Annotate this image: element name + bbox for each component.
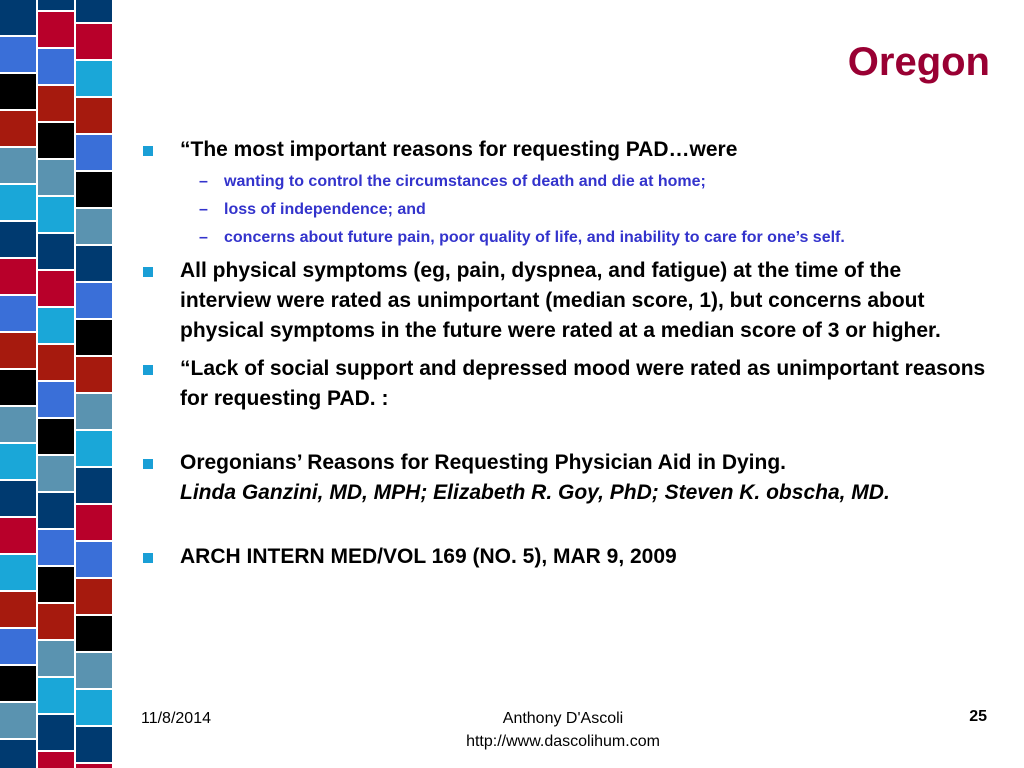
stripe-block <box>0 481 36 516</box>
stripe-block <box>38 271 74 306</box>
square-bullet-icon <box>143 365 153 375</box>
stripe-block <box>38 530 74 565</box>
stripe-block <box>38 123 74 158</box>
sub-bullet <box>180 169 990 194</box>
slide-title: Oregon <box>847 40 990 84</box>
square-bullet-icon <box>143 553 153 563</box>
sub-bullet <box>180 225 990 250</box>
stripe-block <box>38 160 74 195</box>
bullet-citation-article <box>140 448 990 508</box>
stripe-block <box>0 370 36 405</box>
stripe-block <box>38 456 74 491</box>
stripe-block <box>0 333 36 368</box>
stripe-block <box>0 592 36 627</box>
bullet-citation-journal <box>140 542 990 572</box>
stripe-block <box>76 246 112 281</box>
bullet-text: “The most important reasons for requesting PAD…were <box>180 138 738 161</box>
stripe-block <box>76 616 112 651</box>
square-bullet-icon <box>143 459 153 469</box>
stripe-block <box>76 653 112 688</box>
stripe-block <box>38 493 74 528</box>
bullet-social-support <box>140 354 990 414</box>
stripe-block <box>0 555 36 590</box>
stripe-block <box>38 12 74 47</box>
page-number: 25 <box>969 708 987 725</box>
stripe-block <box>38 567 74 602</box>
stripe-block <box>0 37 36 72</box>
bullet-text: ARCH INTERN MED/VOL 169 (NO. 5), MAR 9, 2009 <box>180 545 677 568</box>
stripe-block <box>0 0 36 35</box>
square-bullet-icon <box>143 267 153 277</box>
footer-author: Anthony D'Ascoli <box>502 710 624 727</box>
decorative-stripe-band <box>0 0 118 768</box>
stripe-block <box>38 752 74 768</box>
stripe-block <box>76 542 112 577</box>
stripe-block <box>0 666 36 701</box>
bullet-pad-reasons <box>140 135 990 250</box>
sub-bullet-text: wanting to control the circumstances of death and die at home; <box>224 173 706 190</box>
stripe-block <box>38 49 74 84</box>
stripe-block <box>76 431 112 466</box>
dash-bullet-icon: – <box>199 229 208 246</box>
stripe-block <box>38 604 74 639</box>
sub-bullet-text: loss of independence; and <box>224 201 426 218</box>
stripe-block <box>38 0 74 10</box>
bullet-text: “Lack of social support and depressed mood were rated as unimportant reasons for requesting PAD. : <box>180 357 986 410</box>
stripe-block <box>76 172 112 207</box>
stripe-block <box>76 24 112 59</box>
stripe-block <box>76 0 112 22</box>
stripe-block <box>0 296 36 331</box>
stripe-block <box>76 61 112 96</box>
stripe-block <box>38 197 74 232</box>
stripe-block <box>0 444 36 479</box>
stripe-block <box>76 320 112 355</box>
sub-bullet-text: concerns about future pain, poor quality of life, and inability to care for one’s self. <box>224 229 845 246</box>
footer-date: 11/8/2014 <box>141 710 211 727</box>
stripe-block <box>0 518 36 553</box>
stripe-block <box>0 740 36 768</box>
stripe-block <box>76 98 112 133</box>
stripe-block <box>76 690 112 725</box>
stripe-block <box>0 111 36 146</box>
stripe-block <box>38 419 74 454</box>
stripe-block <box>0 148 36 183</box>
sub-bullet-list <box>180 169 990 250</box>
dash-bullet-icon: – <box>199 173 208 190</box>
stripe-block <box>76 283 112 318</box>
stripe-block <box>0 74 36 109</box>
stripe-block <box>0 629 36 664</box>
dash-bullet-icon: – <box>199 201 208 218</box>
square-bullet-icon <box>143 146 153 156</box>
bullet-text: All physical symptoms (eg, pain, dyspnea, and fatigue) at the time of the interview were rated as unimportant (median score, 1), but concerns about physical symptoms in the future were rated at a median score of 3 or higher. <box>180 259 941 342</box>
stripe-block <box>76 209 112 244</box>
stripe-block <box>38 678 74 713</box>
stripe-block <box>38 715 74 750</box>
stripe-block <box>0 407 36 442</box>
footer-credit <box>400 707 726 753</box>
bullet-authors: Linda Ganzini, MD, MPH; Elizabeth R. Goy, PhD; Steven K. obscha, MD. <box>180 481 890 504</box>
bullet-text: Oregonians’ Reasons for Requesting Physician Aid in Dying. <box>180 451 787 474</box>
stripe-block <box>76 764 112 768</box>
stripe-block <box>0 222 36 257</box>
stripe-block <box>38 345 74 380</box>
stripe-block <box>38 86 74 121</box>
stripe-block <box>0 259 36 294</box>
stripe-block <box>76 135 112 170</box>
stripe-block <box>76 505 112 540</box>
stripe-block <box>38 641 74 676</box>
stripe-block <box>76 468 112 503</box>
stripe-block <box>76 727 112 762</box>
stripe-block <box>38 382 74 417</box>
stripe-block <box>0 703 36 738</box>
footer-url: http://www.dascolihum.com <box>466 733 660 750</box>
stripe-block <box>76 394 112 429</box>
stripe-block <box>0 185 36 220</box>
stripe-block <box>76 357 112 392</box>
stripe-block <box>38 234 74 269</box>
sub-bullet <box>180 197 990 222</box>
stripe-block <box>38 308 74 343</box>
stripe-block <box>76 579 112 614</box>
slide-content <box>140 135 990 572</box>
bullet-physical-symptoms <box>140 256 990 346</box>
